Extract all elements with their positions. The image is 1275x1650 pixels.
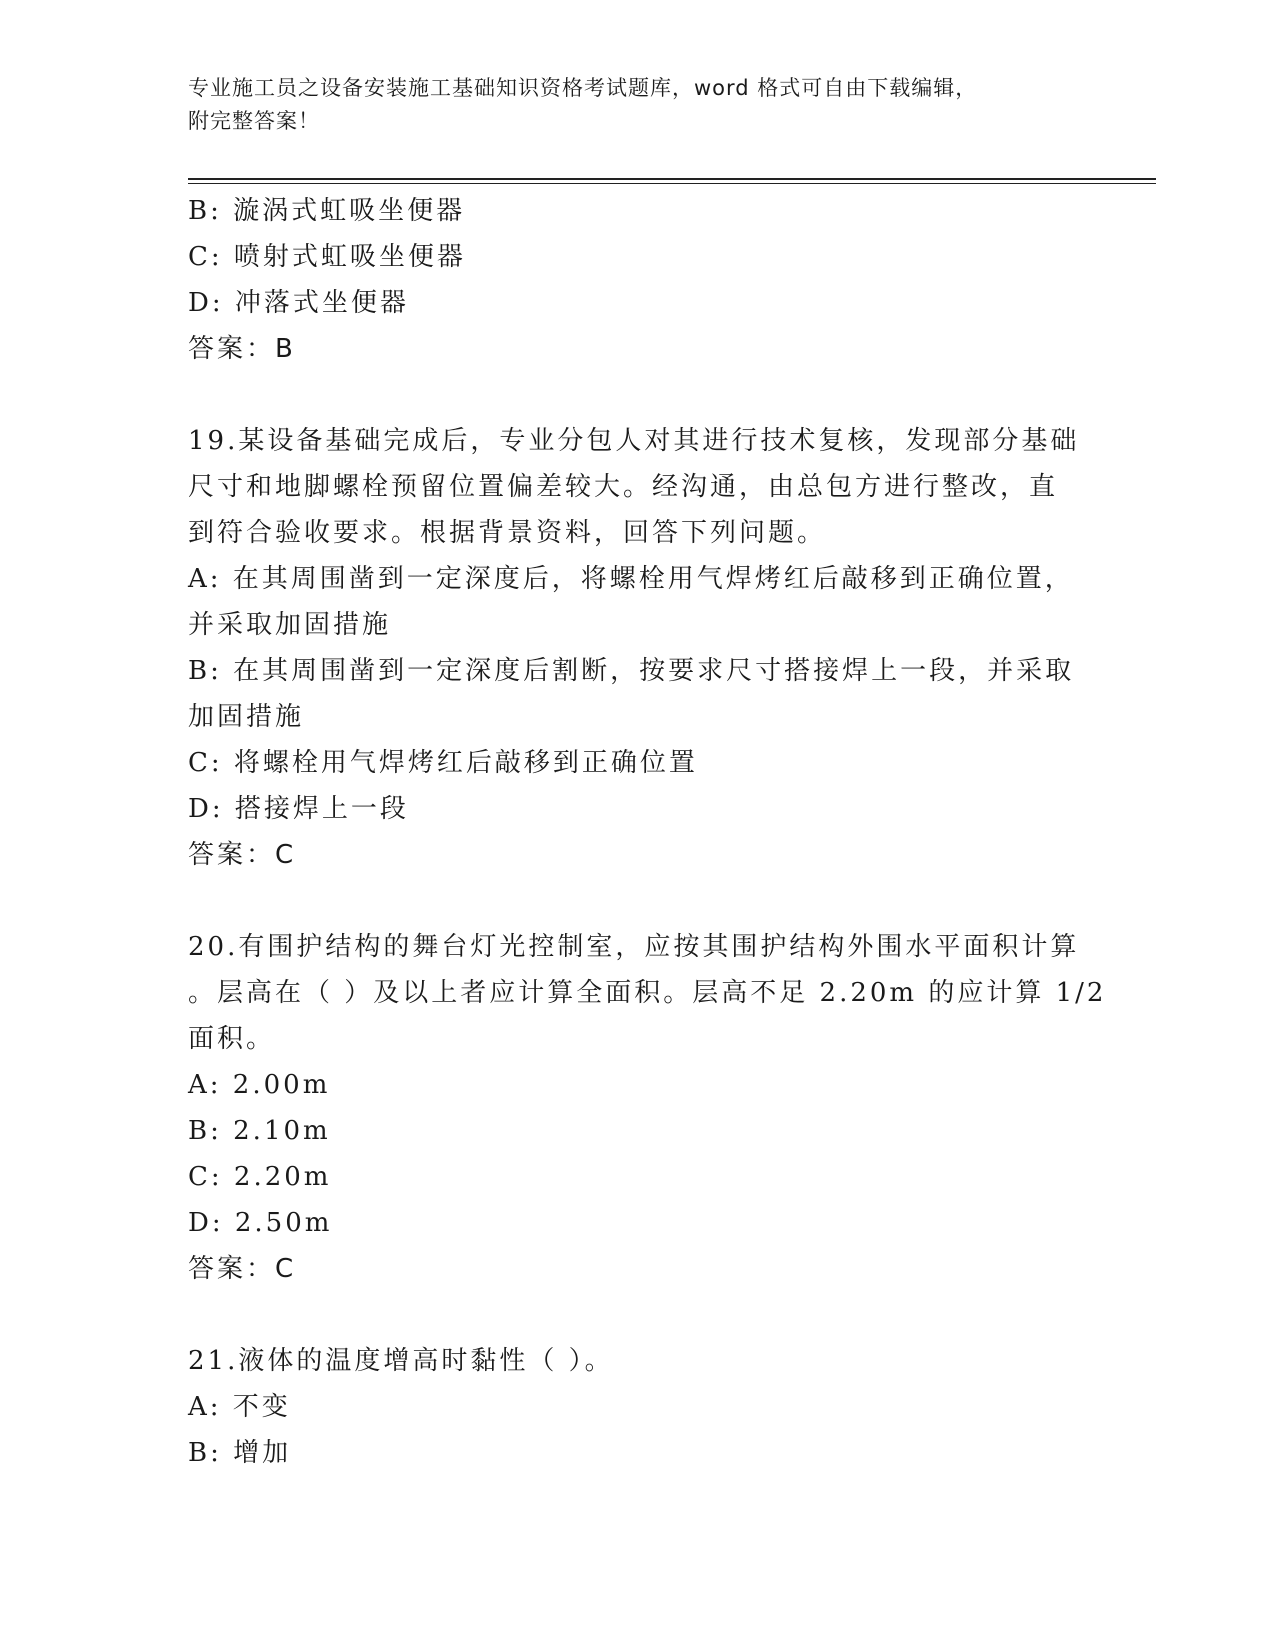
document-header [188, 72, 1068, 138]
option-line: D: 2.50m [188, 1208, 333, 1238]
header-line-1: 专业施工员之设备安装施工基础知识资格考试题库，word 格式可自由下载编辑， [188, 76, 978, 100]
question-text-line: 到符合验收要求。根据背景资料，回答下列问题。 [188, 518, 827, 548]
option-line: A: 不变 [188, 1392, 291, 1422]
question-text-line: 面积。 [188, 1024, 276, 1054]
question-list [188, 188, 1107, 1476]
header-divider [188, 178, 1156, 184]
option-line: B: 增加 [188, 1438, 292, 1468]
answer-line: 答案：C [188, 840, 297, 870]
option-line: C: 将螺栓用气焊烤红后敲移到正确位置 [188, 748, 698, 778]
question-text-line: 。层高在（ ）及以上者应计算全面积。层高不足 2.20m 的应计算 1/2 [188, 978, 1107, 1008]
option-line: B: 2.10m [188, 1116, 331, 1146]
question-text-line: 19.某设备基础完成后，专业分包人对其进行技术复核，发现部分基础 [188, 426, 1080, 456]
option-line: C: 2.20m [188, 1162, 332, 1192]
spacer [188, 372, 1088, 418]
question-text-line: 21.液体的温度增高时黏性（ ）。 [188, 1346, 614, 1376]
answer-line: 答案：B [188, 334, 296, 364]
question-text-line: 尺寸和地脚螺栓预留位置偏差较大。经沟通，由总包方进行整改，直 [188, 472, 1059, 502]
question-text-line: 20.有围护结构的舞台灯光控制室，应按其围护结构外围水平面积计算 [188, 932, 1080, 962]
option-line: B: 漩涡式虹吸坐便器 [188, 196, 466, 226]
header-line-2: 附完整答案！ [188, 109, 320, 133]
option-line: 加固措施 [188, 702, 305, 732]
spacer [188, 878, 1088, 924]
option-line: 并采取加固措施 [188, 610, 392, 640]
option-line: B: 在其周围凿到一定深度后割断，按要求尺寸搭接焊上一段，并采取 [188, 656, 1075, 686]
spacer [188, 1292, 1088, 1338]
answer-line: 答案：C [188, 1254, 297, 1284]
option-line: D: 搭接焊上一段 [188, 794, 409, 824]
option-line: A: 在其周围凿到一定深度后，将螺栓用气焊烤红后敲移到正确位置， [188, 564, 1074, 594]
option-line: C: 喷射式虹吸坐便器 [188, 242, 466, 272]
option-line: D: 冲落式坐便器 [188, 288, 409, 318]
option-line: A: 2.00m [188, 1070, 331, 1100]
